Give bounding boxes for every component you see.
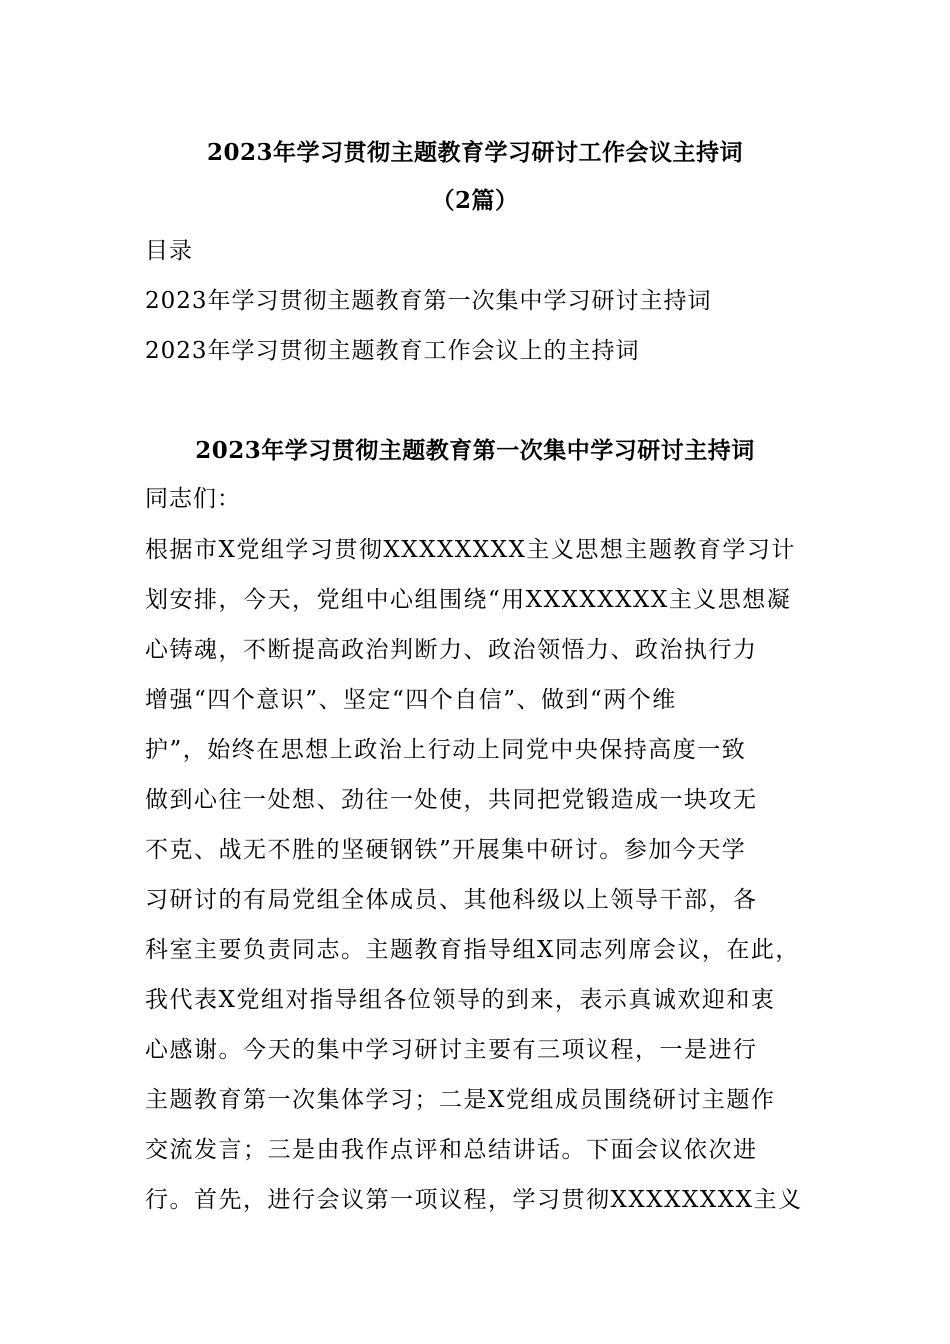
salutation: 同志们： bbox=[145, 486, 241, 512]
body-line: 划安排，今天，党组中心组围绕“用XXXXXXXX主义思想凝 bbox=[145, 587, 792, 613]
body-line: 心铸魂，不断提高政治判断力、政治领悟力、政治执行力 bbox=[145, 637, 758, 663]
body-line: 心感谢。今天的集中学习研讨主要有三项议程，一是进行 bbox=[145, 1037, 758, 1063]
toc-item: 2023年学习贯彻主题教育第一次集中学习研讨主持词 bbox=[145, 288, 712, 314]
body-line: 根据市X党组学习贯彻XXXXXXXX主义思想主题教育学习计 bbox=[145, 537, 796, 563]
toc-item: 2023年学习贯彻主题教育工作会议上的主持词 bbox=[145, 338, 640, 364]
toc-heading: 目录 bbox=[145, 238, 193, 264]
body-line: 护”，始终在思想上政治上行动上同党中央保持高度一致 bbox=[145, 737, 747, 763]
body-line: 行。首先，进行会议第一项议程，学习贯彻XXXXXXXX主义 bbox=[145, 1187, 803, 1213]
body-line: 科室主要负责同志。主题教育指导组X同志列席会议，在此， bbox=[145, 937, 800, 963]
section-title: 2023年学习贯彻主题教育第一次集中学习研讨主持词 bbox=[195, 437, 755, 464]
body-line: 做到心往一处想、劲往一处使，共同把党锻造成一块攻无 bbox=[145, 787, 758, 813]
document-title: 2023年学习贯彻主题教育学习研讨工作会议主持词 bbox=[206, 139, 743, 166]
document-title-count: （2篇） bbox=[431, 187, 519, 214]
body-line: 主题教育第一次集体学习；二是X党组成员围绕研讨主题作 bbox=[145, 1087, 776, 1113]
body-line: 习研讨的有局党组全体成员、其他科级以上领导干部，各 bbox=[145, 887, 758, 913]
body-line: 不克、战无不胜的坚硬钢铁”开展集中研讨。参加今天学 bbox=[145, 837, 747, 863]
body-line: 我代表X党组对指导组各位领导的到来，表示真诚欢迎和衷 bbox=[145, 987, 776, 1013]
body-line: 增强“四个意识”、坚定“四个自信”、做到“两个维 bbox=[145, 687, 677, 713]
body-line: 交流发言；三是由我作点评和总结讲话。下面会议依次进 bbox=[145, 1137, 758, 1163]
